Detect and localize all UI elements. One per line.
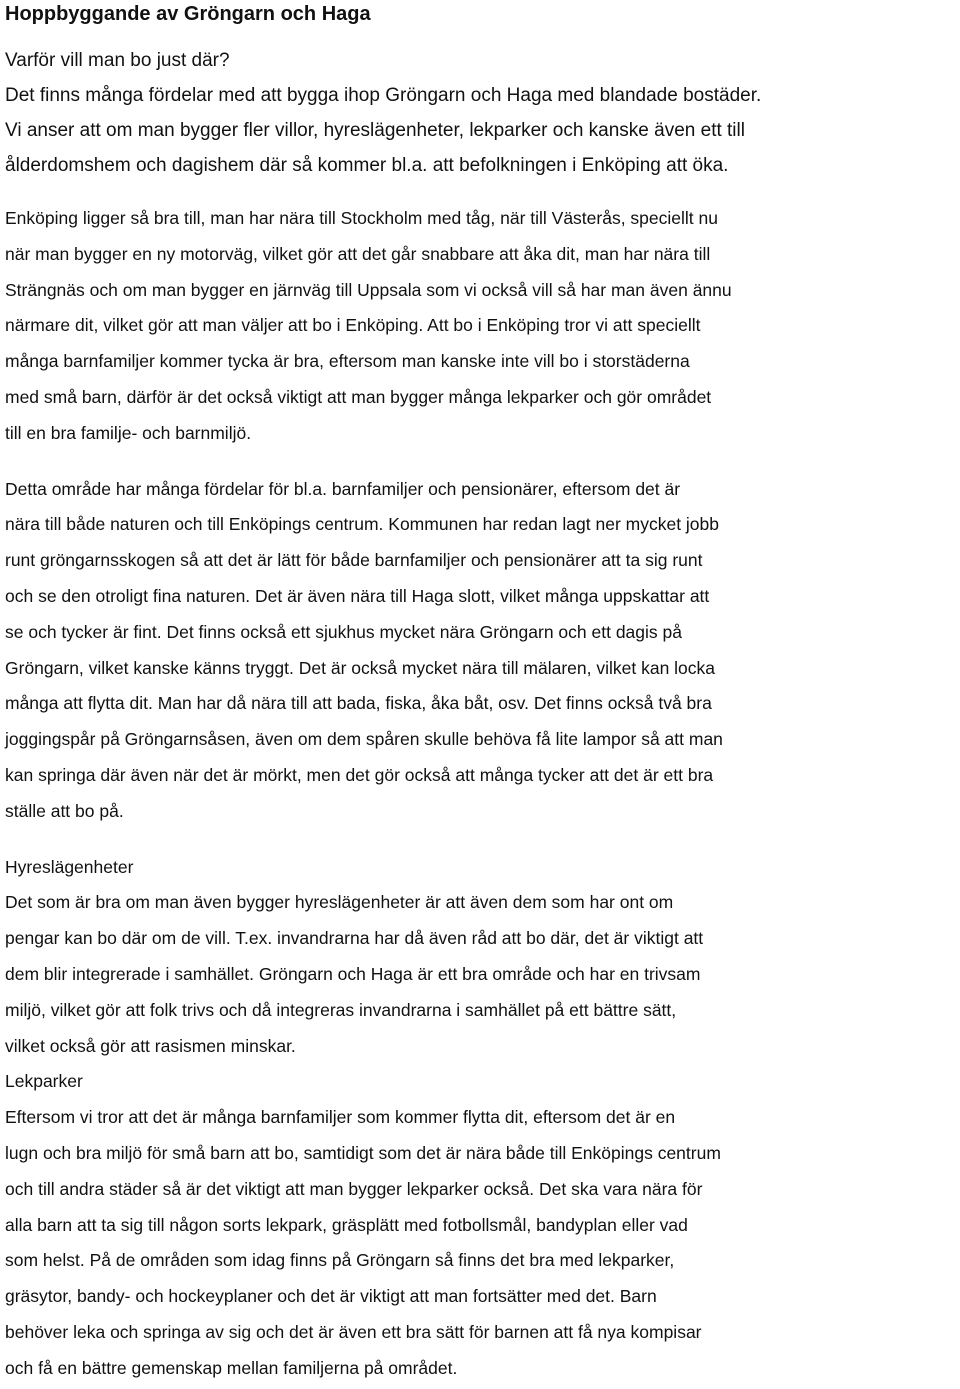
intro-line: ålderdomshem och dagishem där så kommer bl.a. att befolkningen i Enköping att öka. bbox=[5, 155, 729, 176]
text-line: och få en bättre gemenskap mellan familjerna på området. bbox=[5, 1357, 458, 1378]
intro-line: Varför vill man bo just där? bbox=[5, 50, 230, 71]
text-line: många att flytta dit. Man har då nära till att bada, fiska, åka båt, osv. Det finns också två bra bbox=[5, 693, 712, 714]
text-line: och se den otroligt fina naturen. Det är även nära till Haga slott, vilket många uppskattar att bbox=[5, 585, 710, 606]
text-line: när man bygger en ny motorväg, vilket gör att det går snabbare att åka dit, man har nära till bbox=[5, 243, 711, 264]
text-line: Strängnäs och om man bygger en järnväg till Uppsala som vi också vill så har man även ännu bbox=[5, 279, 732, 300]
section-hyreslagenheter bbox=[5, 850, 960, 1065]
text-line: gräsytor, bandy- och hockeyplaner och det är viktigt att man fortsätter med det. Barn bbox=[5, 1286, 657, 1307]
intro-line: Det finns många fördelar med att bygga ihop Gröngarn och Haga med blandade bostäder. bbox=[5, 85, 762, 106]
text-line: Gröngarn, vilket kanske känns tryggt. Det är också mycket nära till mälaren, vilket kan locka bbox=[5, 657, 716, 678]
text-line: miljö, vilket gör att folk trivs och då integreras invandrarna i samhället på ett bättre sätt, bbox=[5, 999, 677, 1020]
text-line: pengar kan bo där om de vill. T.ex. invandrarna har då även råd att bo där, det är viktigt att bbox=[5, 928, 704, 949]
text-line: se och tycker är fint. Det finns också ett sjukhus mycket nära Gröngarn och ett dagis på bbox=[5, 621, 682, 642]
intro-paragraph bbox=[5, 43, 960, 183]
text-line: behöver leka och springa av sig och det är även ett bra sätt för barnen att få nya kompisar bbox=[5, 1321, 702, 1342]
section-lekparker bbox=[5, 1064, 960, 1386]
text-line: Enköping ligger så bra till, man har nära till Stockholm med tåg, när till Västerås, speciellt nu bbox=[5, 208, 718, 228]
text-line: till en bra familje- och barnmiljö. bbox=[5, 422, 252, 443]
text-line: vilket också gör att rasismen minskar. bbox=[5, 1035, 296, 1056]
text-line: och till andra städer så är det viktigt att man bygger lekparker också. Det ska vara nära för bbox=[5, 1178, 703, 1199]
text-line: kan springa där även när det är mörkt, men det gör också att många tycker att det är ett bra bbox=[5, 764, 714, 785]
text-line: närmare dit, vilket gör att man väljer att bo i Enköping. Att bo i Enköping tror vi att speciellt bbox=[5, 315, 701, 336]
paragraph-enkoping bbox=[5, 201, 960, 452]
text-line: alla barn att ta sig till någon sorts lekpark, gräsplätt med fotbollsmål, bandyplan eller vad bbox=[5, 1214, 688, 1235]
text-line: många barnfamiljer kommer tycka är bra, eftersom man kanske inte vill bo i storstäderna bbox=[5, 351, 690, 372]
text-line: ställe att bo på. bbox=[5, 800, 124, 821]
text-line: dem blir integrerade i samhället. Gröngarn och Haga är ett bra område och har en trivsam bbox=[5, 963, 701, 984]
text-line: som helst. På de områden som idag finns på Gröngarn så finns det bra med lekparker, bbox=[5, 1250, 675, 1271]
text-line: joggingspår på Gröngarnsåsen, även om dem spåren skulle behöva få lite lampor så att man bbox=[5, 729, 723, 750]
text-line: Detta område har många fördelar för bl.a. barnfamiljer och pensionärer, eftersom det är bbox=[5, 478, 681, 499]
text-line: Eftersom vi tror att det är många barnfamiljer som kommer flytta dit, eftersom det är en bbox=[5, 1107, 676, 1128]
text-line: nära till både naturen och till Enköpings centrum. Kommunen har redan lagt ner mycket jobb bbox=[5, 514, 720, 535]
text-line: Det som är bra om man även bygger hyreslägenheter är att även dem som har ont om bbox=[5, 892, 674, 913]
section-heading-lekparker: Lekparker bbox=[5, 1071, 83, 1092]
paragraph-detta bbox=[5, 472, 960, 830]
document-title: Hoppbyggande av Gröngarn och Haga bbox=[5, 3, 371, 25]
intro-line: Vi anser att om man bygger fler villor, hyreslägenheter, lekparker och kanske även ett till bbox=[5, 120, 745, 141]
document-page bbox=[5, 0, 960, 1387]
text-line: lugn och bra miljö för små barn att bo, samtidigt som det är nära både till Enköpings centrum bbox=[5, 1142, 721, 1163]
text-line: med små barn, därför är det också viktigt att man bygger många lekparker och gör området bbox=[5, 386, 712, 407]
text-line: runt gröngarnsskogen så att det är lätt för både barnfamiljer och pensionärer att ta sig runt bbox=[5, 550, 703, 571]
section-heading-hyreslagenheter: Hyreslägenheter bbox=[5, 856, 134, 877]
